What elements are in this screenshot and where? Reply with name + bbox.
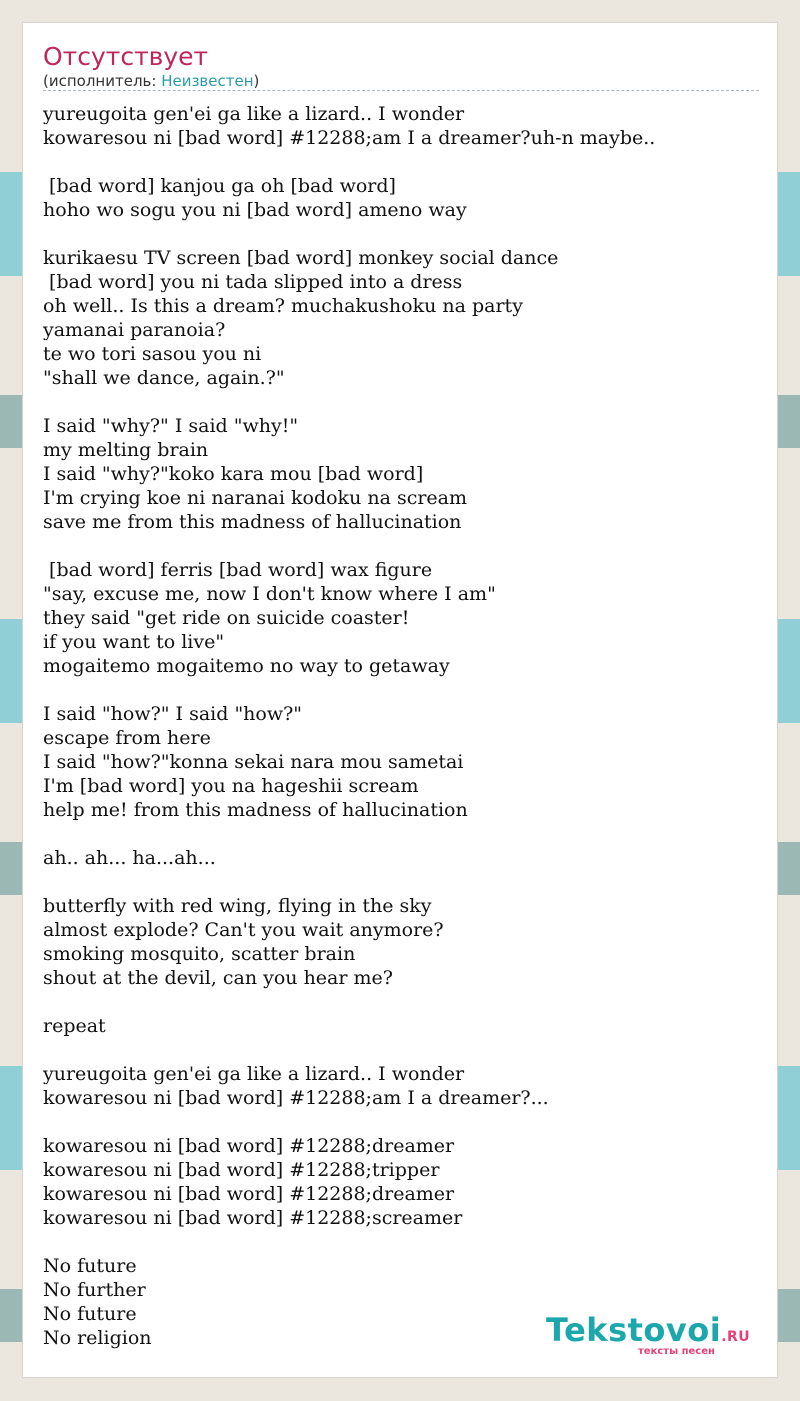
artist-line: [43, 71, 259, 91]
logo-tagline: тексты песен: [638, 1346, 715, 1357]
song-title: Отсутствует: [43, 42, 209, 71]
logo-tld: .RU: [721, 1329, 751, 1345]
title-divider: [43, 90, 759, 91]
artist-prefix: (исполнитель:: [43, 72, 162, 90]
logo-name: Tekstovoi: [546, 1311, 722, 1349]
artist-suffix: ): [253, 72, 260, 90]
song-lyrics: yureugoita gen'ei ga like a lizard.. I wonder kowaresou ni [bad word] #12288;am I a dreamer?uh-n maybe.. [bad word] kanjou ga oh [bad word] hoho wo sogu you ni [bad word] ameno way kurikaesu TV screen [bad word] monkey social dance [bad word] you ni tada slipped into a dress oh well.. Is this a dream? muchakushoku na party yamanai paranoia? te wo tori sasou you ni "shall we dance, again.?" I said "why?" I said "why!" my melting brain I said "why?"koko kara mou [bad word] I'm crying koe ni naranai kodoku na scream save me from this madness of hallucination [bad word] ferris [bad word] wax figure "say, excuse me, now I don't know where I am" they said "get ride on suicide coaster! if you want to live" mogaitemo mogaitemo no way to getaway I said "how?" I said "how?" escape from here I said "how?"konna sekai nara mou sametai I'm [bad word] you na hageshii scream help me! from this madness of hallucination ah.. ah... ha...ah... butterfly with red wing, flying in the sky almost explode? Can't you wait anymore? smoking mosquito, scatter brain shout at the devil, can you hear me? repeat yureugoita gen'ei ga like a lizard.. I wonder kowaresou ni [bad word] #12288;am I a dreamer?... kowaresou ni [bad word] #12288;dreamer kowaresou ni [bad word] #12288;tripper kowaresou ni [bad word] #12288;dreamer kowaresou ni [bad word] #12288;screamer No future No further No future No religion: [43, 103, 656, 1349]
artist-link[interactable]: Неизвестен: [161, 72, 254, 90]
lyrics-card: [22, 22, 778, 1378]
